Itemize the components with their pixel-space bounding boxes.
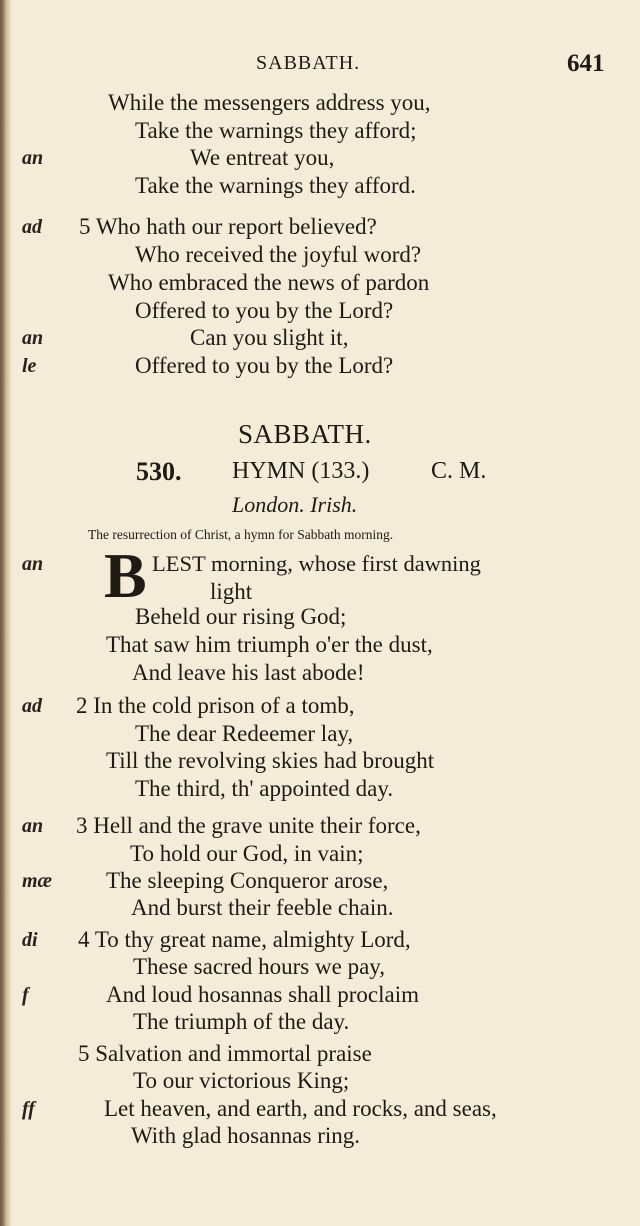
hymn-meter: C. M. — [431, 458, 487, 484]
verse-line: Offered to you by the Lord? — [135, 298, 394, 323]
verse-line: And leave his last abode! — [132, 660, 365, 685]
margin-note: ad — [22, 695, 42, 717]
verse-line: Offered to you by the Lord? — [135, 353, 394, 378]
verse-line: Take the warnings they afford; — [135, 118, 417, 143]
verse-line: 2 In the cold prison of a tomb, — [76, 693, 355, 718]
verse-line: Till the revolving skies had brought — [106, 748, 435, 773]
verse-line: The third, th' appointed day. — [135, 776, 394, 801]
verse-line: Can you slight it, — [190, 325, 349, 350]
margin-note: an — [22, 327, 44, 349]
drop-cap: B — [104, 540, 147, 611]
hymn-number: 530. — [136, 457, 182, 486]
verse-line: Let heaven, and earth, and rocks, and seas, — [104, 1096, 497, 1121]
verse-line: We entreat you, — [190, 145, 335, 170]
verse-line: The sleeping Conqueror arose, — [106, 868, 389, 893]
margin-note: f — [22, 984, 29, 1006]
verse-line: And loud hosannas shall proclaim — [106, 982, 420, 1007]
verse-line: 5 Who hath our report believed? — [79, 214, 377, 239]
verse-line: Who embraced the news of pardon — [108, 270, 430, 295]
binding-gutter — [0, 0, 12, 1226]
verse-line: The dear Redeemer lay, — [135, 721, 354, 746]
verse-line: The triumph of the day. — [133, 1009, 350, 1034]
hymn-label: HYMN (133.) — [232, 458, 370, 484]
margin-note: di — [22, 929, 38, 951]
verse-line: That saw him triumph o'er the dust, — [106, 632, 433, 657]
verse-line: 5 Salvation and immortal praise — [78, 1041, 372, 1066]
margin-note: an — [22, 147, 44, 169]
verse-line: light — [210, 579, 253, 604]
running-header: SABBATH. — [256, 52, 361, 74]
hymn-subtitle: The resurrection of Christ, a hymn for Sabbath morning. — [88, 527, 394, 542]
verse-line: While the messengers address you, — [108, 90, 431, 115]
verse-line: With glad hosannas ring. — [131, 1123, 361, 1148]
margin-note: ff — [22, 1098, 35, 1120]
verse-line: Beheld our rising God; — [135, 604, 347, 629]
margin-note: an — [22, 815, 44, 837]
margin-note: an — [22, 553, 44, 575]
verse-line: 4 To thy great name, almighty Lord, — [78, 927, 411, 952]
verse-line: Who received the joyful word? — [135, 242, 422, 267]
verse-line: And burst their feeble chain. — [131, 895, 394, 920]
margin-note: ad — [22, 216, 42, 238]
verse-line: LEST morning, whose first dawning — [152, 551, 481, 576]
verse-line: 3 Hell and the grave unite their force, — [76, 813, 421, 838]
verse-line: These sacred hours we pay, — [133, 954, 386, 979]
tune-names: London. Irish. — [232, 492, 358, 517]
verse-line: Take the warnings they afford. — [135, 173, 416, 198]
verse-line: To our victorious King; — [133, 1068, 350, 1093]
margin-note: le — [22, 355, 37, 377]
margin-note: mæ — [22, 870, 52, 892]
section-title: SABBATH. — [238, 419, 372, 449]
verse-line: To hold our God, in vain; — [130, 841, 364, 866]
page-number: 641 — [567, 50, 605, 77]
